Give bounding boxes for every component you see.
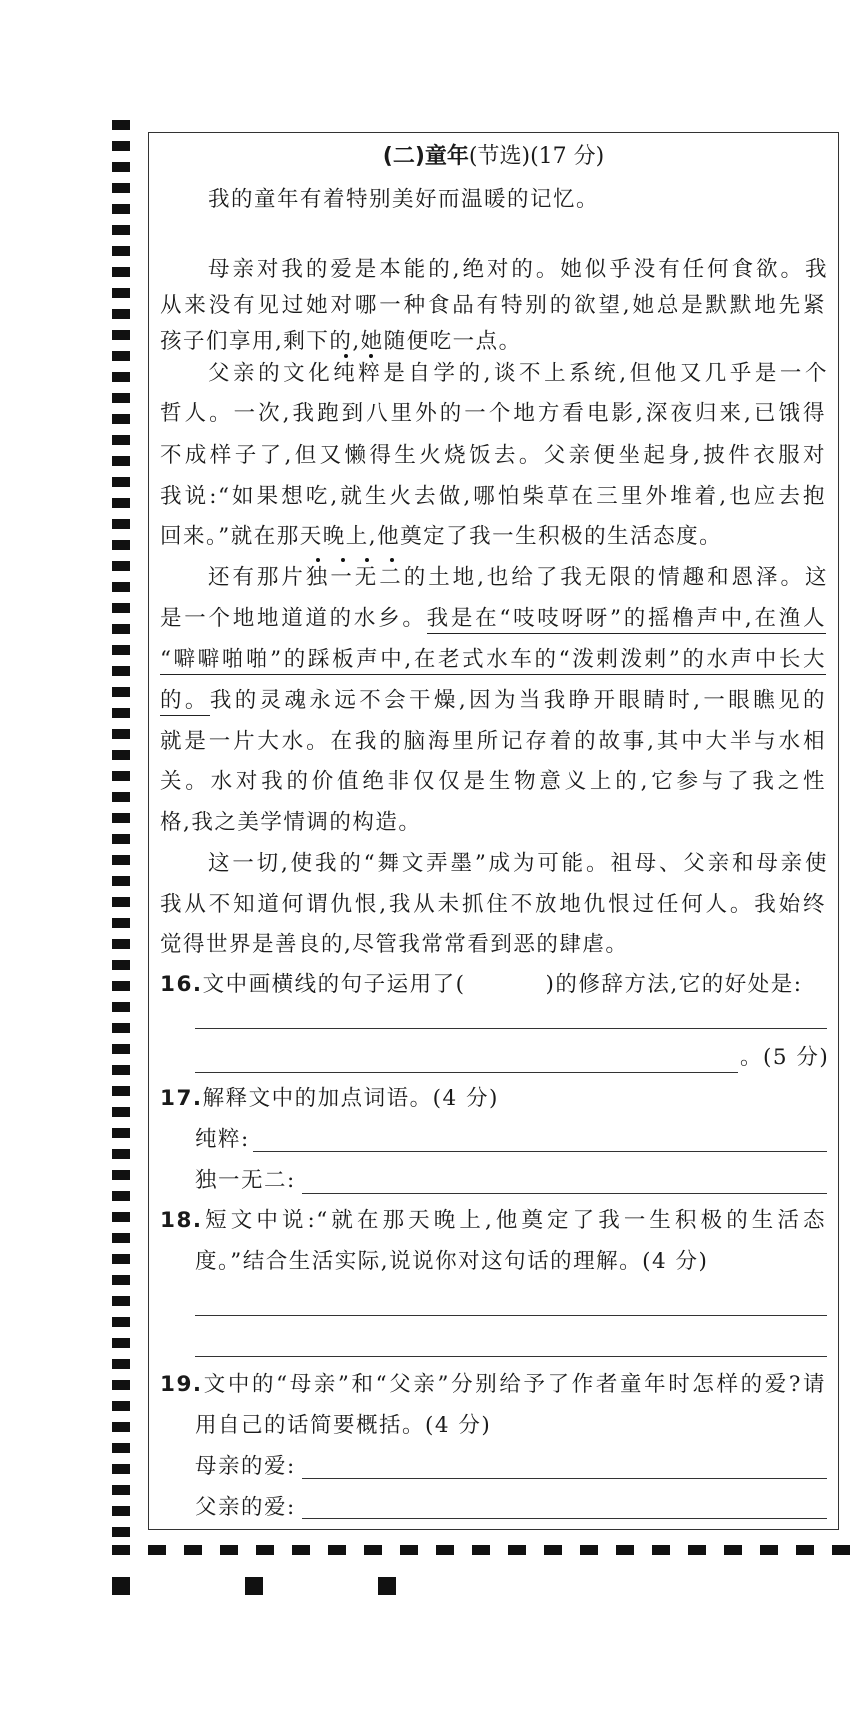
section-title-text: 童年 xyxy=(424,144,469,169)
border-mark xyxy=(112,330,130,340)
father-love-label: 父亲的爱: xyxy=(195,1495,296,1520)
passage-p4-line2 xyxy=(160,604,826,634)
border-mark xyxy=(112,1044,130,1054)
passage-p3-line3: 不成样子了,但又懒得生火烧饭去。父亲便坐起身,披件衣服对 xyxy=(160,443,826,468)
border-mark xyxy=(112,519,130,529)
question-18-line2: 度。”结合生活实际,说说你对这句话的理解。(4 分) xyxy=(195,1249,709,1274)
border-mark xyxy=(688,1545,706,1555)
dotted-char: 一 xyxy=(330,565,355,590)
question-16-score: 。(5 分) xyxy=(740,1045,830,1070)
text-run: 我的灵魂永远不会干燥,因为当我睁开眼睛时,一眼瞧见的 xyxy=(209,688,826,713)
border-mark xyxy=(544,1545,562,1555)
dotted-char: 纯 xyxy=(333,361,359,386)
border-mark xyxy=(112,351,130,361)
border-mark xyxy=(112,435,130,445)
passage-p2-line2: 从来没有见过她对哪一种食品有特别的欲望,她总是默默地先紧 xyxy=(160,293,826,318)
text-run: 的土地,也给了我无限的情趣和恩泽。这 xyxy=(403,565,828,590)
word-label-1: 纯粹: xyxy=(195,1127,250,1152)
passage-p4-line4 xyxy=(160,686,826,716)
border-mark xyxy=(112,267,130,277)
corner-square-left xyxy=(112,1577,130,1595)
question-16 xyxy=(160,970,826,1000)
border-mark xyxy=(112,897,130,907)
text-run: 是一个地地道道的水乡。 xyxy=(160,606,427,631)
answer-line-19b[interactable] xyxy=(302,1518,827,1519)
border-mark xyxy=(112,393,130,403)
border-mark xyxy=(328,1545,346,1555)
border-mark xyxy=(760,1545,778,1555)
passage-p2-line3: 孩子们享用,剩下的,她随便吃一点。 xyxy=(160,329,522,354)
dotted-char: 独 xyxy=(305,565,331,590)
border-mark xyxy=(112,288,130,298)
border-mark xyxy=(112,1401,130,1411)
text-run: 解释文中的加点词语。(4 分) xyxy=(202,1086,499,1111)
word-label-2: 独一无二: xyxy=(195,1168,296,1193)
question-number: 17. xyxy=(160,1086,203,1111)
border-mark xyxy=(292,1545,310,1555)
border-mark xyxy=(112,1023,130,1033)
passage-p3-line1 xyxy=(208,359,828,389)
border-mark xyxy=(508,1545,526,1555)
border-mark xyxy=(112,141,130,151)
question-number: 19. xyxy=(160,1372,203,1397)
border-mark xyxy=(112,1065,130,1075)
corner-square-right xyxy=(378,1577,396,1595)
dotted-char: 二 xyxy=(379,565,404,590)
border-mark xyxy=(616,1545,634,1555)
text-run: 父亲的文化 xyxy=(208,361,334,386)
border-mark xyxy=(112,939,130,949)
border-mark xyxy=(112,1422,130,1432)
border-mark xyxy=(832,1545,850,1555)
answer-line-18a[interactable] xyxy=(195,1315,827,1316)
border-mark xyxy=(256,1545,274,1555)
border-mark xyxy=(112,225,130,235)
border-mark xyxy=(112,1545,130,1555)
border-mark xyxy=(112,1107,130,1117)
border-mark xyxy=(112,1233,130,1243)
border-mark xyxy=(112,582,130,592)
border-mark xyxy=(112,1443,130,1453)
border-mark xyxy=(112,162,130,172)
text-run: 是自学的,谈不上系统,但他又几乎是一个 xyxy=(383,361,828,386)
border-mark xyxy=(112,1128,130,1138)
question-19-line1 xyxy=(160,1370,826,1400)
border-mark xyxy=(112,1275,130,1285)
question-19-line2: 用自己的话简要概括。(4 分) xyxy=(195,1413,492,1438)
passage-p4-line7: 格,我之美学情调的构造。 xyxy=(160,810,422,835)
border-mark xyxy=(112,1296,130,1306)
border-mark xyxy=(112,414,130,424)
section-score: (17 分) xyxy=(530,144,605,169)
border-mark xyxy=(112,498,130,508)
border-mark xyxy=(112,456,130,466)
border-mark xyxy=(112,561,130,571)
border-mark xyxy=(112,1191,130,1201)
border-mark xyxy=(112,624,130,634)
question-18-line1 xyxy=(160,1206,826,1236)
border-mark xyxy=(112,687,130,697)
border-mark xyxy=(112,855,130,865)
border-mark xyxy=(112,603,130,613)
dotted-char: 无 xyxy=(354,565,380,590)
text-run: 还有那片 xyxy=(208,565,306,590)
border-mark xyxy=(112,1086,130,1096)
underlined-sentence: “噼噼啪啪”的踩板声中,在老式水车的“泼剌泼剌”的水声中长大 xyxy=(160,647,826,675)
border-mark xyxy=(112,645,130,655)
section-prefix: (二) xyxy=(382,144,425,169)
border-mark xyxy=(112,246,130,256)
text-run: 短文中说:“就在那天晚上,他奠定了我一生积极的生活态 xyxy=(202,1208,826,1233)
border-mark xyxy=(184,1545,202,1555)
text-run: )的修辞方法,它的好处是: xyxy=(545,972,803,997)
border-mark xyxy=(436,1545,454,1555)
border-mark xyxy=(400,1545,418,1555)
border-mark xyxy=(112,771,130,781)
border-mark xyxy=(112,1380,130,1390)
answer-line-16b[interactable] xyxy=(195,1072,738,1073)
border-mark xyxy=(112,1527,130,1537)
answer-line-18b[interactable] xyxy=(195,1356,827,1357)
answer-line-17a[interactable] xyxy=(253,1151,827,1152)
border-mark xyxy=(112,960,130,970)
border-mark xyxy=(112,204,130,214)
border-mark xyxy=(112,477,130,487)
border-mark xyxy=(112,876,130,886)
border-mark xyxy=(112,1338,130,1348)
border-mark xyxy=(112,1359,130,1369)
border-mark xyxy=(148,1545,166,1555)
question-number: 16. xyxy=(160,972,203,997)
passage-p4-line1 xyxy=(208,563,828,593)
passage-p3-line2: 哲人。一次,我跑到八里外的一个地方看电影,深夜归来,已饿得 xyxy=(160,401,826,426)
underlined-sentence: 的。 xyxy=(160,688,210,716)
border-mark xyxy=(580,1545,598,1555)
passage-p4-line3 xyxy=(160,645,826,675)
border-mark xyxy=(652,1545,670,1555)
border-mark xyxy=(112,918,130,928)
text-run: 文中的“母亲”和“父亲”分别给予了作者童年时怎样的爱?请 xyxy=(202,1372,826,1397)
passage-p4-line6: 关。水对我的价值绝非仅仅是生物意义上的,它参与了我之性 xyxy=(160,769,826,794)
passage-p5-line2: 我从不知道何谓仇恨,我从未抓住不放地仇恨过任何人。我始终 xyxy=(160,892,826,917)
border-mark xyxy=(112,750,130,760)
border-mark xyxy=(112,981,130,991)
answer-line-19a[interactable] xyxy=(302,1478,827,1479)
answer-line-17b[interactable] xyxy=(302,1193,827,1194)
border-mark xyxy=(112,183,130,193)
border-mark xyxy=(364,1545,382,1555)
border-mark xyxy=(112,708,130,718)
border-mark xyxy=(112,309,130,319)
section-title xyxy=(148,142,839,172)
passage-p3-line5: 回来。”就在那天晚上,他奠定了我一生积极的生活态度。 xyxy=(160,524,723,549)
text-run: 文中画横线的句子运用了( xyxy=(202,972,466,997)
border-mark xyxy=(112,1002,130,1012)
border-mark xyxy=(112,792,130,802)
border-mark xyxy=(220,1545,238,1555)
border-mark xyxy=(112,1212,130,1222)
dotted-char: 粹 xyxy=(358,361,384,386)
passage-p2-line1: 母亲对我的爱是本能的,绝对的。她似乎没有任何食欲。我 xyxy=(208,257,828,282)
border-mark xyxy=(112,729,130,739)
passage-p4-line5: 就是一片大水。在我的脑海里所记存着的故事,其中大半与水相 xyxy=(160,729,826,754)
mother-love-label: 母亲的爱: xyxy=(195,1454,296,1479)
border-mark xyxy=(112,1317,130,1327)
border-mark xyxy=(112,1506,130,1516)
border-mark xyxy=(112,1254,130,1264)
border-mark xyxy=(472,1545,490,1555)
border-mark xyxy=(112,1170,130,1180)
passage-p5-line3: 觉得世界是善良的,尽管我常常看到恶的肆虐。 xyxy=(160,932,629,957)
passage-p3-line4: 我说:“如果想吃,就生火去做,哪怕柴草在三里外堆着,也应去抱 xyxy=(160,484,826,509)
passage-p1: 我的童年有着特别美好而温暖的记忆。 xyxy=(208,187,600,212)
border-mark xyxy=(112,834,130,844)
border-mark xyxy=(112,813,130,823)
question-17 xyxy=(160,1084,826,1114)
border-mark xyxy=(112,120,130,130)
border-mark xyxy=(724,1545,742,1555)
question-number: 18. xyxy=(160,1208,203,1233)
underlined-sentence: 我是在“吱吱呀呀”的摇橹声中,在渔人 xyxy=(427,606,826,634)
border-mark xyxy=(112,666,130,676)
border-mark xyxy=(112,1485,130,1495)
border-mark xyxy=(112,372,130,382)
border-mark xyxy=(112,540,130,550)
border-mark xyxy=(796,1545,814,1555)
answer-line-16a[interactable] xyxy=(195,1028,827,1029)
corner-square-mid xyxy=(245,1577,263,1595)
border-mark xyxy=(112,1149,130,1159)
passage-p5-line1: 这一切,使我的“舞文弄墨”成为可能。祖母、父亲和母亲使 xyxy=(208,851,828,876)
section-note: (节选) xyxy=(468,144,531,169)
border-mark xyxy=(112,1464,130,1474)
